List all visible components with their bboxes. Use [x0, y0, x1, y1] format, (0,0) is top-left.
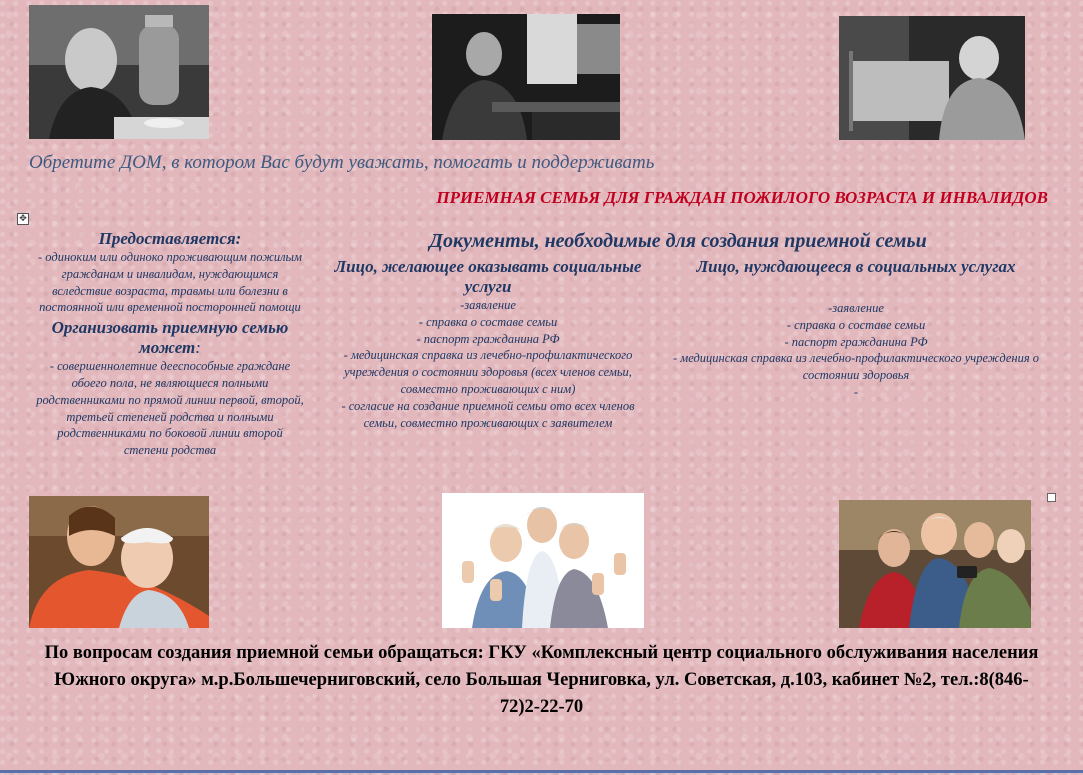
provider-documents-column — [333, 257, 643, 431]
tagline: Обретите ДОМ, в котором Вас будут уважать, помогать и поддерживать — [29, 152, 655, 173]
recipient-item: - паспорт гражданина РФ — [784, 334, 928, 349]
recipient-item: - справка о составе семьи — [786, 317, 926, 332]
recipient-item: - медицинская справка из лечебно-профилактического учреждения о состоянии здоровья — [672, 351, 1040, 383]
provider-title: Лицо, желающее оказывать социальные услуги — [334, 257, 642, 296]
photo-elderly-woman-samovar — [29, 5, 209, 139]
photo-seniors-thumbs-up — [442, 493, 644, 628]
recipient-item: - — [853, 384, 859, 399]
resize-handle[interactable] — [1047, 493, 1056, 502]
recipient-title: Лицо, нуждающееся в социальных услугах — [696, 257, 1016, 276]
photo-elderly-man-room — [432, 14, 620, 140]
contact-info: По вопросам создания приемной семьи обращаться: ГКУ «Комплексный центр социального обслуживания населения Южного округа» м.р.Большечерниговский, село Большая Черниговка, ул. Советская, д.103, кабинет №2, тел.:8(846-72)2-22-70 — [44, 643, 1039, 717]
provider-item: -заявление — [460, 298, 516, 312]
provider-item: - согласие на создание приемной семьи ото всех членов семьи, совместно проживающих с заявителем — [341, 398, 635, 430]
bottom-divider — [0, 770, 1083, 773]
documents-title: Документы, необходимые для создания приемной семьи — [429, 230, 927, 252]
provider-item: - паспорт гражданина РФ — [416, 331, 560, 346]
provider-item: - медицинская справка из лечебно-профилактического учреждения о состоянии здоровья (всех членов семьи, совместно проживающих с ним) — [343, 348, 633, 396]
photo-elderly-woman-bed — [839, 16, 1025, 140]
eligibility-column — [34, 229, 306, 459]
banner-title: ПРИЕМНАЯ СЕМЬЯ ДЛЯ ГРАЖДАН ПОЖИЛОГО ВОЗРАСТА И ИНВАЛИДОВ — [436, 188, 1048, 207]
provider-item: - справка о составе семьи — [418, 314, 558, 329]
recipient-item: -заявление — [828, 301, 884, 315]
photo-hugging-women — [29, 496, 209, 628]
photo-seniors-selfie — [839, 500, 1031, 628]
table-move-handle-icon[interactable]: ✥ — [17, 213, 29, 225]
provided-title: Предоставляется: — [98, 229, 242, 248]
organize-title: Организовать приемную семью может: — [51, 318, 289, 358]
provided-text: - одиноким или одиноко проживающим пожилым гражданам и инвалидам, нуждающимся вследствие возраста, травмы или болезни в постоянной или временной посторонней помощи — [38, 250, 302, 315]
organize-text: - совершеннолетние дееспособные граждане обоего пола, не являющиеся полными родственниками по прямой линии первой, второй, третьей степеней родства и полными родственниками по боковой линии второй степени родства — [36, 359, 304, 458]
recipient-documents-column — [670, 257, 1042, 401]
